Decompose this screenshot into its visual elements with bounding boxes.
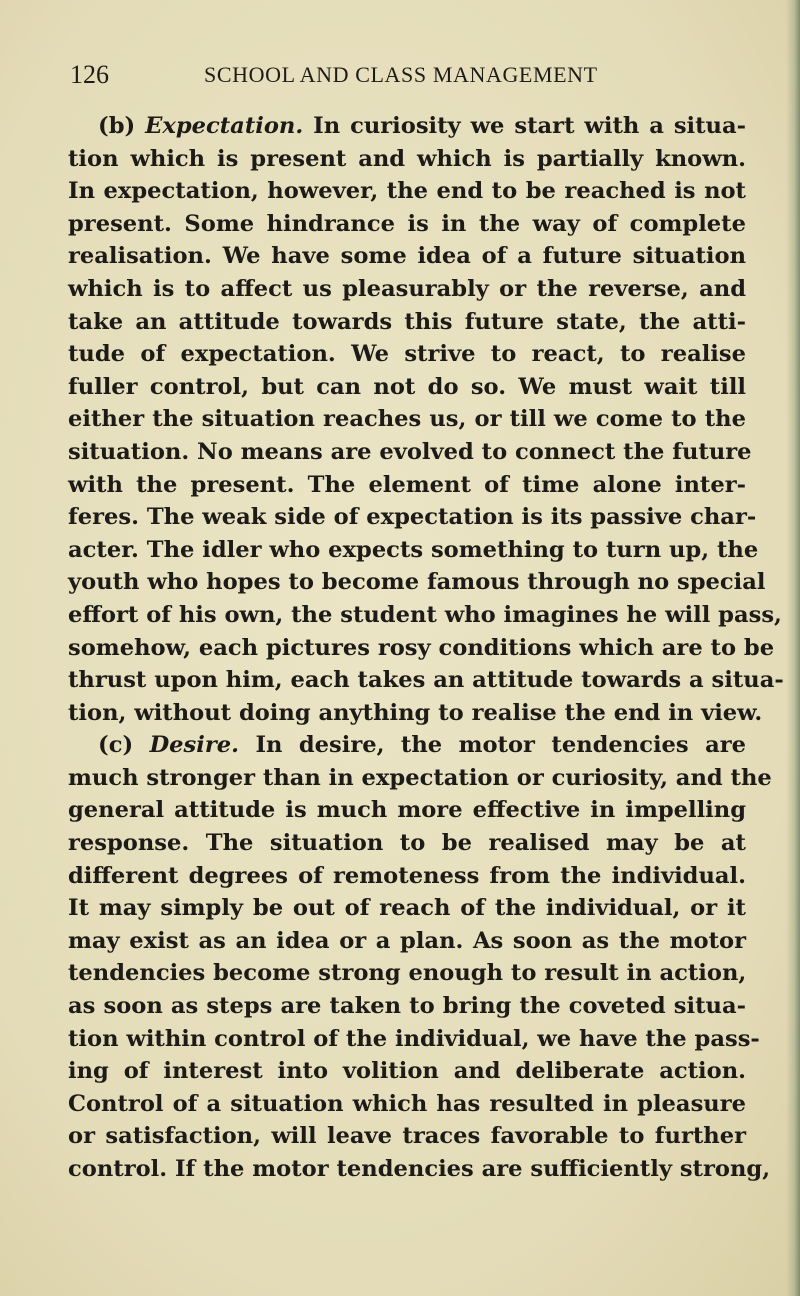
paragraph-line <box>68 729 746 762</box>
paragraph-line: general attitude is much more effective in impelling <box>68 797 746 824</box>
paragraph-line: acter. The idler who expects something to turn up, the <box>68 536 759 563</box>
paragraph-line: with the present. The element of time alone inter- <box>68 471 746 498</box>
paragraph-line: which is to affect us pleasurably or the reverse, and <box>68 275 746 302</box>
paragraph-line: thrust upon him, each takes an attitude towards a situa- <box>68 667 784 694</box>
section-heading: Desire. <box>149 732 239 759</box>
paragraph-line: fuller control, but can not do so. We must wait till <box>68 373 746 400</box>
paragraph-line <box>68 110 746 143</box>
paragraph-line: response. The situation to be realised may be at <box>68 830 746 857</box>
paragraph-line: control. If the motor tendencies are sufficiently strong, <box>68 1156 771 1182</box>
paragraph-line: tion within control of the individual, we have the pass- <box>68 1025 760 1052</box>
running-header <box>68 60 732 94</box>
section-marker: (c) <box>98 732 134 759</box>
page-number: 126 <box>70 60 109 89</box>
paragraph-line: may exist as an idea or a plan. As soon as the motor <box>68 927 746 954</box>
paragraph-line: much stronger than in expectation or curiosity, and the <box>68 764 772 791</box>
paragraph-line: In expectation, however, the end to be reached is not <box>68 178 746 205</box>
paragraph-line: realisation. We have some idea of a future situation <box>68 243 746 270</box>
paragraph-line: It may simply be out of reach of the individual, or it <box>68 895 746 922</box>
paragraph-line: different degrees of remoteness from the individual. <box>68 862 746 889</box>
section-heading: Expectation. <box>145 113 304 139</box>
body-text <box>68 110 784 1186</box>
line-text: In curiosity we start with a situa- <box>313 113 746 139</box>
paragraph-line: either the situation reaches us, or till we come to the <box>68 406 746 433</box>
paragraph-line: as soon as steps are taken to bring the coveted situa- <box>68 993 746 1020</box>
line-text: In desire, the motor tendencies are <box>255 732 746 759</box>
paragraph-line: tion which is present and which is partially known. <box>68 145 746 172</box>
paragraph-line: tude of expectation. We strive to react, to realise <box>68 341 746 368</box>
paragraph-line: or satisfaction, will leave traces favorable to further <box>68 1123 746 1150</box>
paragraph-line: effort of his own, the student who imagines he will pass, <box>68 601 782 628</box>
paragraph-line: youth who hopes to become famous through no special <box>68 569 766 596</box>
paragraph-line: ing of interest into volition and deliberate action. <box>68 1058 746 1085</box>
paragraph-line: somehow, each pictures rosy conditions which are to be <box>68 634 775 661</box>
paragraph-line: feres. The weak side of expectation is its passive char- <box>68 504 757 531</box>
paragraph-line: tendencies become strong enough to result in action, <box>68 960 747 987</box>
paragraph-line: Control of a situation which has resulted in pleasure <box>68 1090 746 1117</box>
running-title: SCHOOL AND CLASS MANAGEMENT <box>204 62 598 87</box>
section-marker: (b) <box>98 113 136 139</box>
paragraph-line: present. Some hindrance is in the way of complete <box>68 210 746 237</box>
paragraph-line: tion, without doing anything to realise the end in view. <box>68 699 763 726</box>
page-edge-shadow <box>786 0 800 1296</box>
paragraph-line: take an attitude towards this future state, the atti- <box>68 308 746 335</box>
paragraph-line: situation. No means are evolved to connect the future <box>68 438 752 465</box>
